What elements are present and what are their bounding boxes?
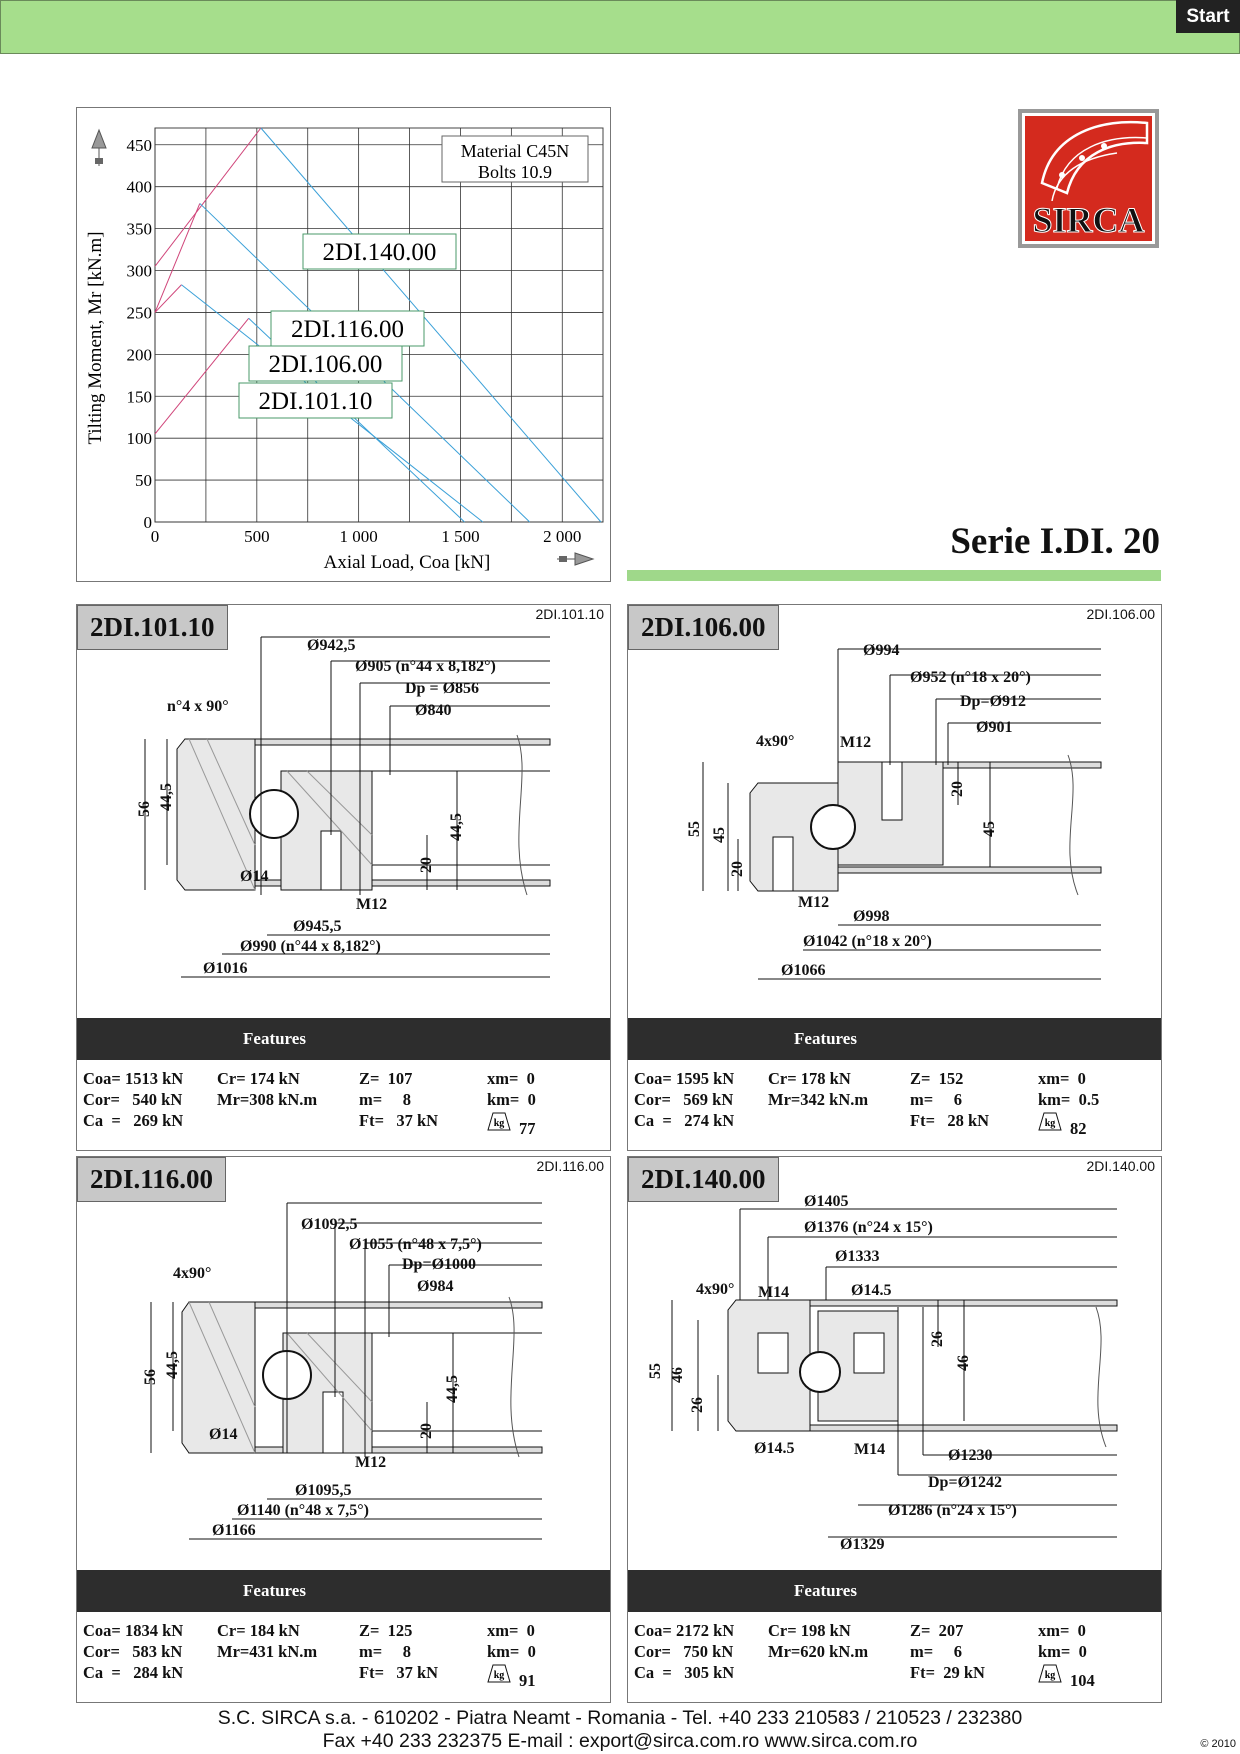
x-tick-label: 500 <box>244 527 270 546</box>
spec-coa: Coa= 2172 kN <box>634 1621 735 1640</box>
svg-text:kg: kg <box>1044 1670 1056 1681</box>
dim-thread-m12-top: M12 <box>840 734 872 751</box>
x-tick-label: 2 000 <box>543 527 582 546</box>
series-label: 2DI.116.00 <box>291 316 404 343</box>
weight-icon <box>487 1111 511 1131</box>
x-tick-label: 1 000 <box>339 527 378 546</box>
dim-1066: Ø1066 <box>781 962 826 979</box>
dim-holes: 4x90° <box>696 1281 735 1298</box>
spec-ft: Ft= 37 kN <box>359 1663 439 1682</box>
y-tick-label: 50 <box>135 471 152 491</box>
spec-m: m= 6 <box>910 1090 963 1109</box>
dim-bolt-circle: Ø1376 (n°24 x 15°) <box>804 1219 933 1236</box>
spec-z: Z= 107 <box>359 1069 413 1088</box>
dim-height-46-right: 46 <box>955 1355 972 1371</box>
copyright: © 2010 <box>1200 1738 1236 1750</box>
series-label: 2DI.101.10 <box>258 388 373 415</box>
spec-ca: Ca = 284 kN <box>83 1663 184 1682</box>
spec-km: km= 0 <box>487 1642 536 1661</box>
panel-code: 2DI.140.00 <box>1086 1158 1155 1174</box>
bolts-annotation: Bolts 10.9 <box>477 162 553 182</box>
dim-1286: Ø1286 (n°24 x 15°) <box>888 1502 1017 1519</box>
dim-1042: Ø1042 (n°18 x 20°) <box>803 933 932 950</box>
dim-thread-m12: M12 <box>355 1454 387 1471</box>
chart-canvas <box>77 108 610 581</box>
y-tick-label: 150 <box>126 387 152 407</box>
series-label: 2DI.140.00 <box>322 239 437 266</box>
features-label: Features <box>794 1029 857 1048</box>
svg-text:kg: kg <box>1044 1118 1056 1129</box>
dim-998: Ø998 <box>853 908 890 925</box>
series-rise-line <box>155 285 181 313</box>
dim-bolt-circle: Ø952 (n°18 x 20°) <box>910 669 1031 686</box>
features-bar <box>628 1570 1161 1612</box>
spec-ca: Ca = 305 kN <box>634 1663 735 1682</box>
spec-xm: xm= 0 <box>487 1621 535 1640</box>
y-tick-label: 350 <box>126 219 152 239</box>
spec-cor: Cor= 569 kN <box>634 1090 734 1109</box>
series-title: Serie I.DI. 20 <box>950 521 1160 562</box>
spec-cr: Cr= 184 kN <box>217 1621 300 1640</box>
panel-title: 2DI.140.00 <box>628 1157 779 1202</box>
dim-bolt-circle: Ø905 (n°44 x 8,182°) <box>355 658 496 675</box>
dim-height-26-left: 26 <box>689 1397 706 1413</box>
y-tick-label: 100 <box>126 429 152 449</box>
spec-cr: Cr= 178 kN <box>768 1069 851 1088</box>
spec-cor: Cor= 540 kN <box>83 1090 183 1109</box>
arrow-up-icon <box>92 130 106 166</box>
dim-height-26-right: 26 <box>929 1331 946 1347</box>
spec-z: Z= 207 <box>910 1621 964 1640</box>
footer-contact: Fax +40 233 232375 E-mail : export@sirca.com.ro www.sirca.com.ro <box>322 1730 918 1752</box>
y-tick-label: 0 <box>143 513 152 532</box>
y-axis-label: Tilting Moment, Mr [kN.m] <box>85 231 106 445</box>
dim-height-46-left: 46 <box>669 1367 686 1383</box>
dim-height-44-5-left: 44,5 <box>158 783 175 811</box>
panel-code: 2DI.116.00 <box>536 1158 604 1174</box>
spec-xm: xm= 0 <box>487 1069 535 1088</box>
spec-cor: Cor= 583 kN <box>83 1642 183 1661</box>
dim-outer-diameter: Ø1092,5 <box>301 1216 358 1233</box>
dim-holes: 4x90° <box>756 733 795 750</box>
series-rise-line <box>155 128 261 266</box>
spec-ft: Ft= 28 kN <box>910 1111 990 1130</box>
y-tick-label: 400 <box>126 177 152 197</box>
dim-1095-5: Ø1095,5 <box>295 1482 352 1499</box>
panel-title: 2DI.116.00 <box>77 1157 226 1202</box>
dim-outer-diameter: Ø942,5 <box>307 637 356 654</box>
dim-height-20-bottom: 20 <box>729 861 746 877</box>
panel-code: 2DI.106.00 <box>1086 606 1155 622</box>
spec-mr: Mr=431 kN.m <box>217 1642 318 1661</box>
dim-holes: 4x90° <box>173 1265 212 1282</box>
spec-cor: Cor= 750 kN <box>634 1642 734 1661</box>
cross-section-drawing <box>77 1157 610 1567</box>
spec-km: km= 0.5 <box>1038 1090 1100 1109</box>
spec-ft: Ft= 29 kN <box>910 1663 985 1682</box>
dim-pitch-diameter: Dp = Ø856 <box>405 680 480 697</box>
spec-weight: 91 <box>519 1671 536 1690</box>
dim-1333: Ø1333 <box>835 1248 880 1265</box>
dim-pitch-diameter: Dp=Ø1000 <box>402 1256 477 1273</box>
dim-height-20: 20 <box>418 1423 435 1439</box>
cross-section-drawing <box>77 605 610 1015</box>
dim-hole-14: Ø14 <box>240 868 269 885</box>
spec-coa: Coa= 1834 kN <box>83 1621 184 1640</box>
top-banner <box>0 0 1240 54</box>
series-rise-line <box>155 318 249 434</box>
dim-height-55: 55 <box>647 1363 664 1379</box>
dim-hole-14: Ø14 <box>209 1426 238 1443</box>
weight-icon <box>1038 1663 1062 1683</box>
dim-height-44-5-left: 44,5 <box>164 1351 181 1379</box>
features-label: Features <box>794 1581 857 1600</box>
svg-text:kg: kg <box>493 1670 505 1681</box>
dim-inner-diameter: Ø984 <box>417 1278 454 1295</box>
cross-section-drawing <box>628 1157 1161 1567</box>
features-bar <box>628 1018 1161 1060</box>
y-tick-label: 250 <box>126 303 152 323</box>
x-tick-label: 1 500 <box>441 527 480 546</box>
spec-xm: xm= 0 <box>1038 1069 1086 1088</box>
features-label: Features <box>243 1029 306 1048</box>
y-tick-label: 300 <box>126 261 152 281</box>
spec-ca: Ca = 274 kN <box>634 1111 735 1130</box>
dim-thread-m12-bottom: M12 <box>798 894 830 911</box>
product-panel-2di-101-10 <box>76 604 611 1151</box>
spec-mr: Mr=620 kN.m <box>768 1642 869 1661</box>
dim-1329: Ø1329 <box>840 1536 885 1553</box>
dim-outer-diameter: Ø994 <box>863 642 900 659</box>
dim-height-45-right: 45 <box>981 821 998 837</box>
panel-code: 2DI.101.10 <box>535 606 604 622</box>
dim-945-5: Ø945,5 <box>293 918 342 935</box>
dim-height-55: 55 <box>686 821 703 837</box>
dim-height-20: 20 <box>418 857 435 873</box>
start-button[interactable]: Start <box>1176 0 1240 33</box>
x-axis-label: Axial Load, Coa [kN] <box>323 552 491 573</box>
dim-height-56: 56 <box>136 801 153 817</box>
spec-xm: xm= 0 <box>1038 1621 1086 1640</box>
spec-m: m= 6 <box>910 1642 963 1661</box>
dim-height-44-5-right: 44,5 <box>448 813 465 841</box>
dim-hole-14-5-top: Ø14.5 <box>851 1282 892 1299</box>
dim-1016: Ø1016 <box>203 960 248 977</box>
dim-inner-diameter: Ø840 <box>415 702 452 719</box>
logo-text: SIRCA <box>1032 200 1145 240</box>
spec-m: m= 8 <box>359 1642 412 1661</box>
features-label: Features <box>243 1581 306 1600</box>
features-bar <box>77 1018 610 1060</box>
dim-pitch-diameter: Dp=Ø912 <box>960 693 1027 710</box>
dim-thread-m14-bottom: M14 <box>854 1441 886 1458</box>
spec-mr: Mr=342 kN.m <box>768 1090 869 1109</box>
spec-coa: Coa= 1595 kN <box>634 1069 735 1088</box>
x-tick-label: 0 <box>150 527 160 546</box>
arrow-right-icon <box>557 553 593 565</box>
dim-height-56: 56 <box>142 1369 159 1385</box>
footer-address: S.C. SIRCA s.a. - 610202 - Piatra Neamt - Romania - Tel. +40 233 210583 / 210523 / 232380 <box>217 1707 1023 1729</box>
dim-height-44-5-right: 44,5 <box>444 1375 461 1403</box>
spec-km: km= 0 <box>487 1090 536 1109</box>
panel-title: 2DI.101.10 <box>77 605 228 650</box>
tilting-moment-chart <box>76 107 611 582</box>
dim-1166: Ø1166 <box>212 1522 256 1539</box>
spec-m: m= 8 <box>359 1090 412 1109</box>
dim-height-20-top: 20 <box>949 781 966 797</box>
panel-title: 2DI.106.00 <box>628 605 779 650</box>
product-panel-2di-140-00 <box>627 1156 1162 1703</box>
spec-cr: Cr= 174 kN <box>217 1069 300 1088</box>
weight-icon <box>1038 1111 1062 1131</box>
dim-thread-m12: M12 <box>356 896 388 913</box>
dim-inner-diameter: Ø901 <box>976 719 1013 736</box>
cross-section-drawing <box>628 605 1161 1015</box>
spec-km: km= 0 <box>1038 1642 1087 1661</box>
dim-1230: Ø1230 <box>948 1447 993 1464</box>
material-annotation: Material C45N <box>460 141 570 161</box>
dim-height-45-left: 45 <box>711 827 728 843</box>
dim-990: Ø990 (n°44 x 8,182°) <box>240 938 381 955</box>
weight-icon <box>487 1663 511 1683</box>
dim-bolt-circle: Ø1055 (n°48 x 7,5°) <box>349 1236 482 1253</box>
y-tick-label: 450 <box>126 135 152 155</box>
spec-mr: Mr=308 kN.m <box>217 1090 318 1109</box>
spec-weight: 77 <box>519 1119 536 1138</box>
spec-weight: 104 <box>1070 1671 1095 1690</box>
spec-coa: Coa= 1513 kN <box>83 1069 184 1088</box>
spec-weight: 82 <box>1070 1119 1087 1138</box>
series-accent-bar <box>627 570 1161 581</box>
spec-ca: Ca = 269 kN <box>83 1111 184 1130</box>
dim-pitch-diameter: Dp=Ø1242 <box>928 1474 1003 1491</box>
spec-z: Z= 125 <box>359 1621 413 1640</box>
spec-ft: Ft= 37 kN <box>359 1111 439 1130</box>
dim-hole-14-5-bottom: Ø14.5 <box>754 1440 795 1457</box>
features-bar <box>77 1570 610 1612</box>
y-tick-label: 200 <box>126 345 152 365</box>
sirca-logo <box>1018 109 1159 248</box>
spec-z: Z= 152 <box>910 1069 964 1088</box>
product-panel-2di-116-00 <box>76 1156 611 1703</box>
dim-thread-m14-top: M14 <box>758 1284 790 1301</box>
series-label: 2DI.106.00 <box>268 351 383 378</box>
dim-outer-diameter: Ø1405 <box>804 1193 849 1210</box>
product-panel-2di-106-00 <box>627 604 1162 1151</box>
dim-1140: Ø1140 (n°48 x 7,5°) <box>237 1502 369 1519</box>
spec-cr: Cr= 198 kN <box>768 1621 851 1640</box>
dim-holes: n°4 x 90° <box>167 698 229 715</box>
svg-text:kg: kg <box>493 1118 505 1129</box>
